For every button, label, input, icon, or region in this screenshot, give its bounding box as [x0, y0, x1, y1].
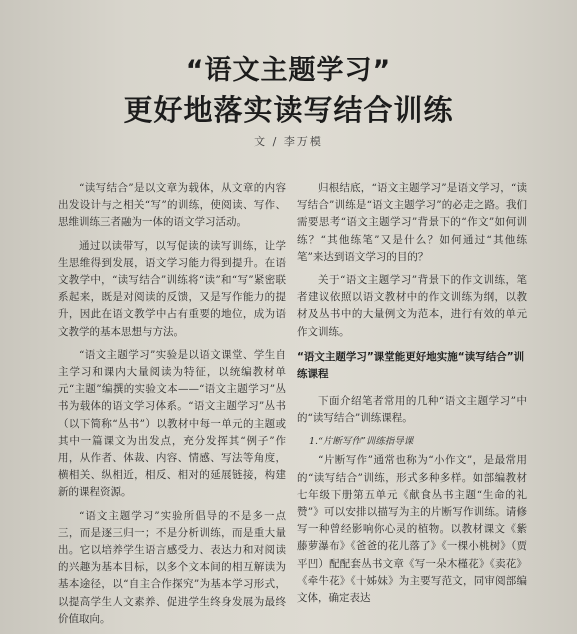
paragraph: 通过以读带写，以写促读的读写训练，让学生思维得到发展，语文学习能力得到提升。在语文教学中，“读写结合”训练将“读”和“写”紧密联系起来，既是对阅读的反馈，又是写作能力的提升，因此在语文教学中占有重要的地位，成为语文教学的基本思想与方法。 — [58, 239, 286, 338]
paragraph: 关于“语文主题学习”背景下的作文训练，笔者建议依照以语文教材中的作文训练为纲，以教材及丛书中的大量例文为范本，进行有效的单元作文训练。 — [297, 274, 527, 338]
paragraph: “语文主题学习”实验所倡导的不是多一点三，而是逐三归一；不是分析训练，而是重大量出。它以培养学生语言感受力、表达力和对阅读的兴趣为基本目标，以多个文本间的相互解读为基本途径，以“自主合作探究”为基本学习形式，以提高学生人文素养、促进学生终身发展为最终价值取向。 — [58, 509, 286, 625]
sub-heading: 1.“片断写作”训练指导课 — [309, 436, 414, 448]
left-column — [58, 180, 286, 634]
paragraph: 下面介绍笔者常用的几种“语文主题学习”中的“读写结合”训练课程。 — [297, 394, 527, 425]
article-byline: 文 / 李万模 — [254, 135, 323, 148]
paragraph: “语文主题学习”实验是以语文课堂、学生自主学习和课内大量阅读为特征，以统编教材单元“主题”编撰的实验文本——“语文主题学习”丛书为载体的语文学习体系。“语文主题学习”丛书（以下简称“丛书”）以教材中每一单元的主题或其中一篇课文为出发点，充分发挥其“例子”作用，从作者、体裁、内容、情感、写法等角度，横相关、纵相近，相反、相对的延展链接，构建新的课程资源。 — [58, 348, 286, 499]
article-title-line-2: 更好地落实读写结合训练 — [123, 93, 454, 127]
paragraph: “片断写作”通常也称为“小作文”，是最常用的“读写结合”训练，形式多种多样。如部编教材七年级下册第五单元《献食丛书主题“生命的礼赞”》可以安排以描写为主的片断写作训练。请修写一种曾经影响你心灵的植物。以教材课文《紫藤萝瀑布》《爸爸的花儿落了》《一棵小桃树》（贾平凹）配配套丛书文章《写一朵木槿花》《卖花》《牵牛花》《十姊妹》为主要写范文，同审阅部编文体，确定表达 — [297, 454, 527, 605]
article-title-line-1: “语文主题学习” — [185, 55, 392, 86]
right-column — [297, 180, 527, 613]
paragraph: “读写结合”是以文章为载体，从文章的内容出发设计与之相关“写”的训练，使阅读、写作、思维训练三者融为一体的语文学习活动。 — [58, 182, 286, 229]
section-heading: “语文主题学习”课堂能更好地实施“读写结合”训练课程 — [297, 350, 525, 380]
paragraph: 归根结底，“语文主题学习”是语文学习，“读写结合”训练是“语文主题学习”的必走之路。我们需要思考“语文主题学习”背景下的“作文”如何训练？“其他练笔”又是什么？如何通过“其他练笔”来达到语文学习的目的？ — [297, 182, 527, 263]
